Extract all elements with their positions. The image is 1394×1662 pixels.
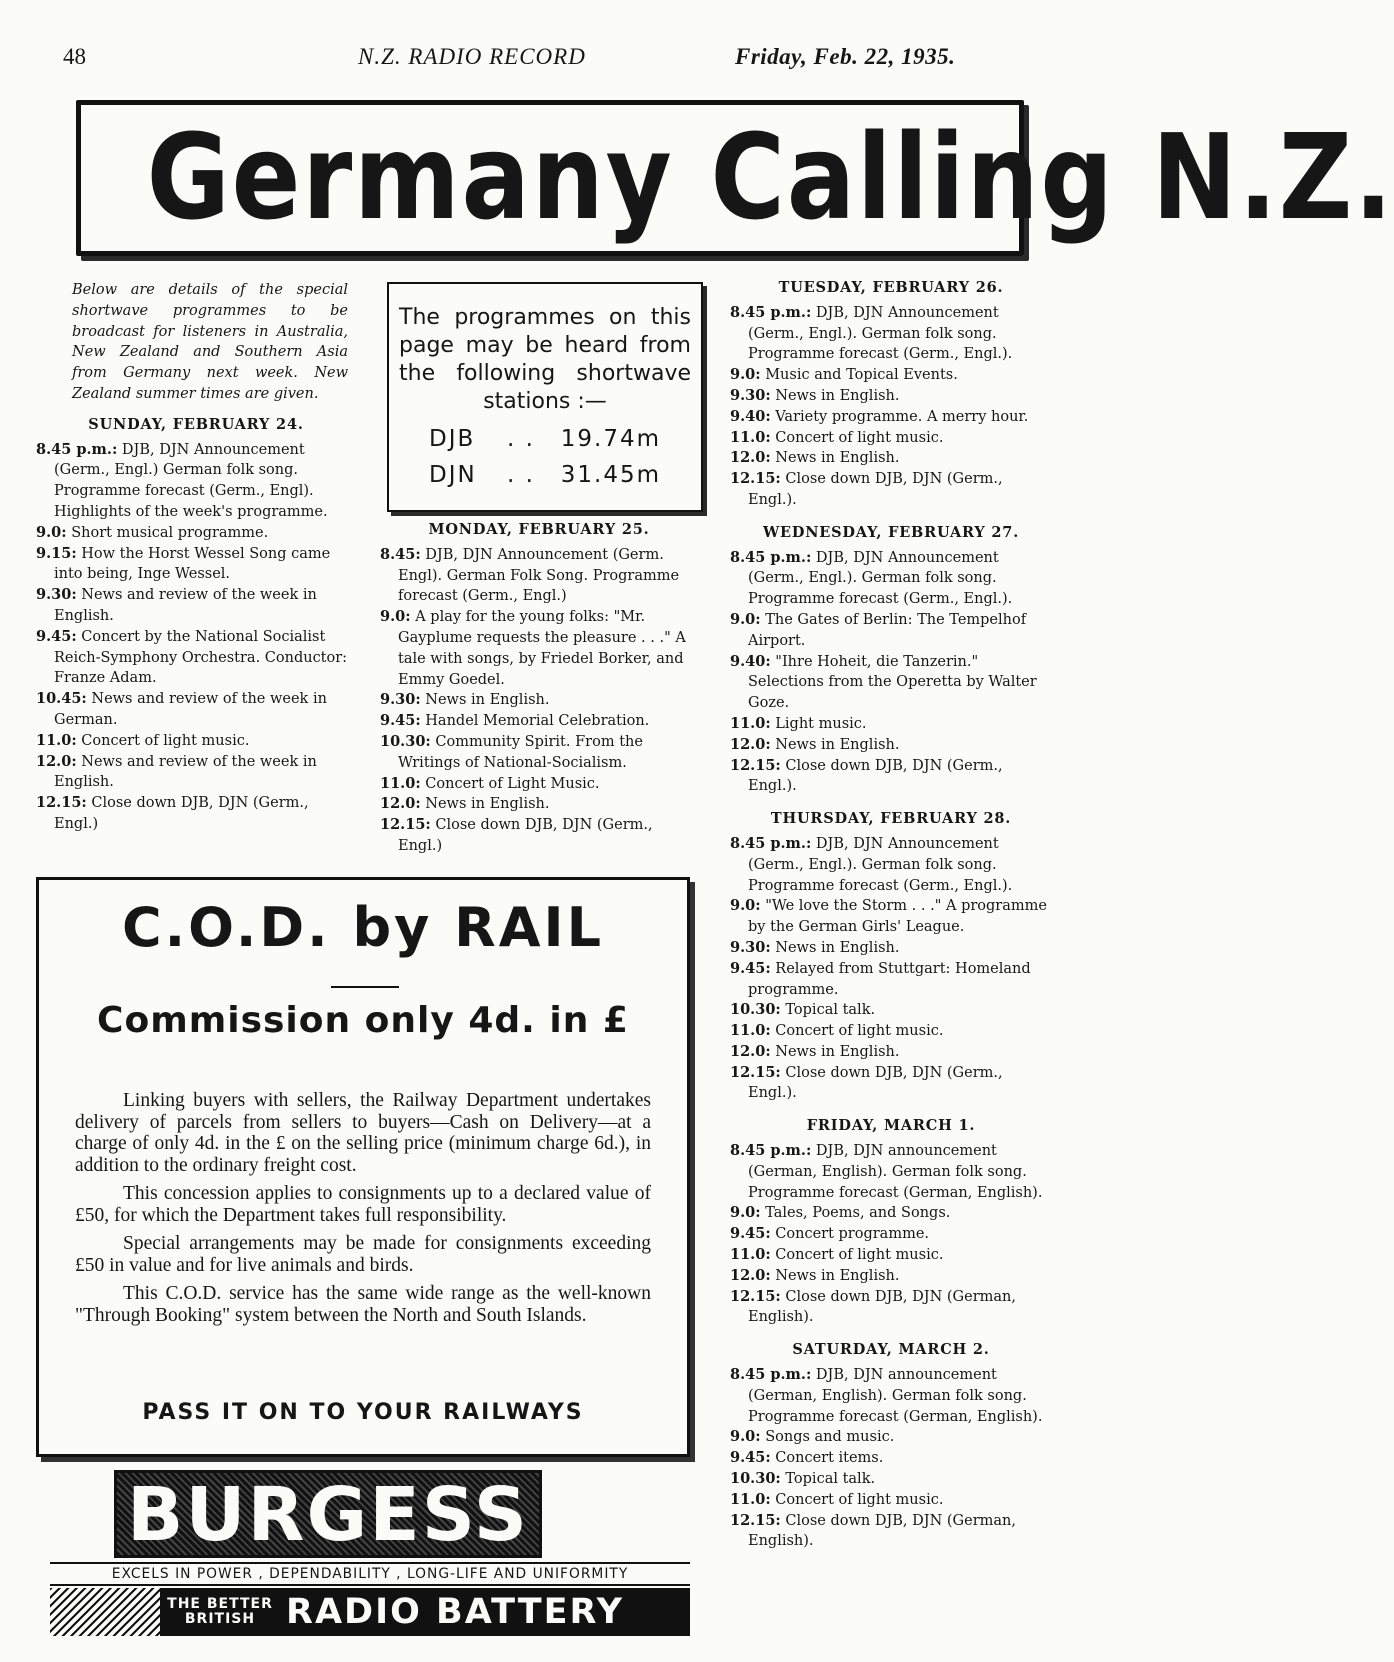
column-right bbox=[730, 278, 1052, 1564]
station-frequency: 31.45m bbox=[560, 462, 661, 488]
programme-item bbox=[36, 627, 356, 689]
programme-time: 9.0: bbox=[380, 608, 411, 626]
programme-text: Songs and music. bbox=[765, 1429, 895, 1446]
programme-time: 9.0: bbox=[730, 897, 761, 915]
programme-item bbox=[380, 794, 698, 815]
programme-text: Close down DJB, DJN (Germ., Engl.) bbox=[398, 817, 653, 854]
cod-body bbox=[75, 1090, 651, 1333]
programme-text: Topical talk. bbox=[785, 1471, 876, 1488]
programme-text: Light music. bbox=[775, 715, 867, 732]
programme-time: 12.15: bbox=[730, 756, 781, 774]
programme-text: Concert of light music. bbox=[775, 1491, 944, 1508]
station-dots: . . bbox=[507, 426, 535, 452]
programme-text: Close down DJB, DJN (Germ., Engl.). bbox=[748, 757, 1003, 795]
programme-text: "Ihre Hoheit, die Tanzerin." Selections from the Operetta by Walter Goze. bbox=[748, 653, 1037, 712]
programme-text: DJB, DJN Announcement (Germ., Engl.) German folk song. Programme forecast (Germ., Engl). Highlights of the week's programme. bbox=[54, 441, 328, 520]
burgess-small-text: THE BETTER BRITISH bbox=[167, 1596, 273, 1627]
programme-text: Concert of Light Music. bbox=[425, 775, 600, 792]
day-heading: THURSDAY, FEBRUARY 28. bbox=[770, 810, 1012, 828]
programme-time: 11.0: bbox=[730, 1246, 771, 1264]
programme-text: News and review of the week in German. bbox=[54, 691, 327, 728]
programme-time: 8.45: bbox=[380, 545, 421, 563]
programme-time: 9.30: bbox=[36, 586, 77, 604]
programme-time: 10.30: bbox=[730, 1001, 781, 1019]
programme-time: 12.0: bbox=[730, 735, 771, 753]
programme-time: 9.0: bbox=[730, 1204, 761, 1222]
stations-box bbox=[387, 282, 703, 512]
programme-time: 8.45 p.m.: bbox=[730, 834, 812, 852]
programme-text: News and review of the week in English. bbox=[54, 587, 317, 624]
headline-banner bbox=[76, 100, 1394, 256]
programme-item bbox=[730, 1511, 1052, 1553]
programme-text: News in English. bbox=[425, 692, 550, 709]
programme-item bbox=[36, 689, 356, 731]
programme-item bbox=[380, 815, 698, 857]
programme-time: 9.0: bbox=[730, 610, 761, 628]
programme-item bbox=[730, 735, 1052, 756]
programme-time: 9.30: bbox=[730, 386, 771, 404]
day-schedule bbox=[730, 1116, 1052, 1328]
programme-time: 9.45: bbox=[36, 627, 77, 645]
cod-advertisement bbox=[36, 877, 690, 1457]
cod-title: C.O.D. by RAIL bbox=[121, 896, 605, 959]
programme-text: News in English. bbox=[425, 796, 550, 813]
programme-time: 12.15: bbox=[380, 816, 431, 834]
burgess-tagline: EXCELS IN POWER , DEPENDABILITY , LONG-LIFE AND UNIFORMITY bbox=[50, 1562, 690, 1586]
programme-item bbox=[380, 607, 698, 690]
programme-text: Music and Topical Events. bbox=[765, 367, 958, 384]
day-schedule bbox=[380, 520, 698, 857]
programme-text: How the Horst Wessel Song came into being, Inge Wessel. bbox=[54, 545, 331, 583]
station-row bbox=[399, 462, 691, 488]
programme-item bbox=[730, 1448, 1052, 1469]
programme-text: Close down DJB, DJN (Germ., Engl.) bbox=[54, 795, 309, 832]
programme-time: 9.45: bbox=[380, 712, 421, 730]
programme-item bbox=[730, 1266, 1052, 1287]
programme-time: 11.0: bbox=[730, 714, 771, 732]
day-schedule bbox=[730, 1340, 1052, 1552]
stations-intro: The programmes on this page may be heard from the following shortwave stations :— bbox=[399, 305, 691, 414]
programme-time: 12.15: bbox=[730, 1287, 781, 1305]
station-dots: . . bbox=[507, 462, 535, 488]
programme-time: 12.0: bbox=[730, 449, 771, 467]
cod-divider bbox=[331, 986, 399, 988]
burgess-logo: BURGESS bbox=[114, 1470, 542, 1558]
programme-item bbox=[730, 1063, 1052, 1105]
issue-date: Friday, Feb. 22, 1935. bbox=[735, 44, 956, 69]
column-middle bbox=[380, 520, 698, 869]
programme-item bbox=[730, 469, 1052, 511]
programme-time: 11.0: bbox=[380, 774, 421, 792]
day-heading: SUNDAY, FEBRUARY 24. bbox=[88, 415, 304, 433]
programme-time: 12.0: bbox=[730, 1266, 771, 1284]
programme-item bbox=[730, 386, 1052, 407]
programme-item bbox=[730, 1224, 1052, 1245]
programme-time: 11.0: bbox=[730, 428, 771, 446]
programme-item bbox=[730, 548, 1052, 610]
programme-text: Topical talk. bbox=[785, 1002, 876, 1019]
programme-time: 12.15: bbox=[730, 1063, 781, 1081]
programme-text: Close down DJB, DJN (German, English). bbox=[748, 1288, 1016, 1326]
programme-text: News in English. bbox=[775, 450, 900, 467]
day-schedule bbox=[730, 278, 1052, 511]
programme-item bbox=[730, 1427, 1052, 1448]
programme-text: Relayed from Stuttgart: Homeland programme. bbox=[748, 960, 1031, 998]
station-frequency: 19.74m bbox=[560, 426, 661, 452]
programme-item bbox=[36, 585, 356, 627]
programme-text: Concert of light music. bbox=[775, 429, 944, 446]
programme-item bbox=[730, 938, 1052, 959]
cod-paragraph: Linking buyers with sellers, the Railway Department undertakes delivery of parcels from sellers to buyers—Cash on Delivery—at a charge of only 4d. in the £ on the selling price (minimum charge 6d.), in addition to the ordinary freight cost. bbox=[75, 1090, 651, 1176]
programme-item bbox=[730, 1365, 1052, 1427]
day-schedule bbox=[730, 523, 1052, 797]
programme-text: Variety programme. A merry hour. bbox=[775, 408, 1029, 425]
page-number: 48 bbox=[63, 44, 86, 69]
programme-item bbox=[730, 652, 1052, 714]
programme-text: DJB, DJN announcement (German, English). German folk song. Programme forecast (German, English). bbox=[748, 1367, 1043, 1425]
programme-item bbox=[380, 711, 698, 732]
day-heading: SATURDAY, MARCH 2. bbox=[792, 1341, 990, 1359]
programme-time: 8.45 p.m.: bbox=[730, 303, 812, 321]
programme-time: 12.0: bbox=[730, 1042, 771, 1060]
programme-item bbox=[730, 896, 1052, 938]
programme-time: 9.40: bbox=[730, 652, 771, 670]
programme-text: DJB, DJN Announcement (Germ., Engl.). German folk song. Programme forecast (Germ., Engl.). bbox=[748, 835, 1013, 894]
programme-time: 10.30: bbox=[730, 1470, 781, 1488]
programme-item bbox=[730, 448, 1052, 469]
programme-time: 9.45: bbox=[730, 1225, 771, 1243]
programme-text: News in English. bbox=[775, 736, 900, 753]
cod-paragraph: Special arrangements may be made for consignments exceeding £50 in value and for live animals and birds. bbox=[75, 1233, 651, 1276]
programme-item bbox=[380, 545, 698, 607]
programme-item bbox=[730, 407, 1052, 428]
day-heading: FRIDAY, MARCH 1. bbox=[806, 1117, 976, 1135]
programme-time: 12.0: bbox=[380, 795, 421, 813]
programme-time: 9.45: bbox=[730, 959, 771, 977]
programme-time: 11.0: bbox=[730, 1022, 771, 1040]
programme-text: Concert programme. bbox=[775, 1226, 930, 1243]
programme-text: The Gates of Berlin: The Tempelhof Airport. bbox=[748, 611, 1027, 649]
day-schedule bbox=[730, 809, 1052, 1104]
cod-subtitle: Commission only 4d. in £ bbox=[97, 1000, 629, 1041]
programme-time: 10.45: bbox=[36, 690, 87, 708]
day-heading: WEDNESDAY, FEBRUARY 27. bbox=[762, 523, 1020, 541]
programme-text: A play for the young folks: "Mr. Gayplume requests the pleasure . . ." A tale with songs, by Friedel Borker, and Emmy Goedel. bbox=[398, 609, 686, 688]
programme-text: News and review of the week in English. bbox=[54, 753, 317, 791]
programme-text: "We love the Storm . . ." A programme by the German Girls' League. bbox=[748, 898, 1047, 936]
cod-paragraph: This C.O.D. service has the same wide range as the well-known "Through Booking" system between the North and South Islands. bbox=[75, 1283, 651, 1326]
programme-text: Concert of light music. bbox=[81, 732, 250, 749]
programme-time: 10.30: bbox=[380, 732, 431, 750]
programme-item bbox=[730, 959, 1052, 1001]
programme-item bbox=[380, 690, 698, 711]
programme-item bbox=[36, 793, 356, 835]
programme-time: 9.30: bbox=[380, 691, 421, 709]
programme-text: News in English. bbox=[775, 387, 900, 404]
programme-item bbox=[380, 774, 698, 795]
programme-time: 8.45 p.m.: bbox=[36, 440, 118, 458]
cod-paragraph: This concession applies to consignments up to a declared value of £50, for which the Department takes full responsibility. bbox=[75, 1183, 651, 1226]
programme-item bbox=[730, 1141, 1052, 1203]
programme-text: Concert items. bbox=[775, 1450, 884, 1467]
headline-title: Germany Calling N.Z. bbox=[146, 108, 1394, 246]
programme-text: Concert by the National Socialist Reich-Symphony Orchestra. Conductor: Franze Adam. bbox=[54, 628, 348, 687]
programme-time: 9.30: bbox=[730, 938, 771, 956]
station-name: DJN bbox=[429, 462, 477, 488]
programme-item bbox=[730, 1245, 1052, 1266]
programme-item bbox=[380, 732, 698, 774]
cod-footer: PASS IT ON TO YOUR RAILWAYS bbox=[142, 1400, 584, 1425]
programme-time: 11.0: bbox=[730, 1490, 771, 1508]
programme-time: 8.45 p.m.: bbox=[730, 1142, 812, 1160]
burgess-hatching bbox=[50, 1588, 160, 1636]
programme-time: 8.45 p.m.: bbox=[730, 548, 812, 566]
programme-item bbox=[730, 365, 1052, 386]
intro-paragraph: Below are details of the special shortwave programmes to be broadcast for listeners in Australia, New Zealand and Southern Asia from Germany next week. New Zealand summer times are given. bbox=[72, 282, 348, 402]
programme-text: Close down DJB, DJN (Germ., Engl.). bbox=[748, 471, 1003, 508]
programme-item bbox=[36, 752, 356, 794]
programme-time: 12.15: bbox=[730, 470, 781, 488]
programme-time: 9.40: bbox=[730, 407, 771, 425]
programme-item bbox=[730, 610, 1052, 652]
day-schedule bbox=[36, 415, 356, 835]
programme-text: Community Spirit. From the Writings of National-Socialism. bbox=[398, 733, 643, 771]
programme-item bbox=[730, 1469, 1052, 1490]
programme-time: 9.0: bbox=[730, 366, 761, 384]
programme-item bbox=[36, 440, 356, 523]
publication-title: N.Z. RADIO RECORD bbox=[358, 44, 586, 69]
column-left bbox=[36, 280, 356, 847]
programme-text: DJB, DJN Announcement (Germ. Engl). German Folk Song. Programme forecast (Germ., Engl.) bbox=[398, 546, 680, 605]
programme-time: 8.45 p.m.: bbox=[730, 1366, 812, 1384]
station-row bbox=[399, 426, 691, 452]
programme-text: Tales, Poems, and Songs. bbox=[765, 1205, 951, 1222]
day-heading: TUESDAY, FEBRUARY 26. bbox=[778, 279, 1004, 296]
programme-text: Concert of light music. bbox=[775, 1023, 944, 1040]
programme-item bbox=[730, 1021, 1052, 1042]
programme-item bbox=[730, 756, 1052, 798]
programme-time: 9.45: bbox=[730, 1449, 771, 1467]
programme-item bbox=[730, 1203, 1052, 1224]
programme-item bbox=[730, 1000, 1052, 1021]
programme-text: DJB, DJN Announcement (Germ., Engl.). German folk song. Programme forecast (Germ., Engl.). bbox=[748, 549, 1013, 608]
programme-time: 11.0: bbox=[36, 731, 77, 749]
burgess-advertisement bbox=[50, 1470, 690, 1640]
burgess-big-text: RADIO BATTERY bbox=[286, 1592, 624, 1632]
programme-text: News in English. bbox=[775, 1043, 900, 1060]
programme-text: News in English. bbox=[775, 939, 900, 956]
programme-text: Close down DJB, DJN (German, English). bbox=[748, 1512, 1016, 1550]
programme-item bbox=[730, 1287, 1052, 1329]
programme-text: Handel Memorial Celebration. bbox=[425, 713, 650, 730]
station-name: DJB bbox=[429, 426, 476, 452]
programme-time: 9.0: bbox=[36, 523, 67, 541]
programme-item bbox=[730, 428, 1052, 449]
programme-item bbox=[730, 303, 1052, 365]
programme-text: DJB, DJN Announcement (Germ., Engl.). German folk song. Programme forecast (Germ., Engl.). bbox=[748, 304, 1013, 363]
programme-item bbox=[36, 731, 356, 752]
programme-time: 12.0: bbox=[36, 752, 77, 770]
programme-time: 9.0: bbox=[730, 1428, 761, 1446]
programme-text: Short musical programme. bbox=[71, 524, 269, 541]
programme-time: 12.15: bbox=[36, 794, 87, 812]
burgess-bar bbox=[160, 1588, 690, 1636]
programme-item bbox=[730, 714, 1052, 735]
day-heading: MONDAY, FEBRUARY 25. bbox=[428, 521, 650, 538]
programme-item bbox=[36, 544, 356, 586]
programme-item bbox=[730, 1490, 1052, 1511]
programme-time: 12.15: bbox=[730, 1511, 781, 1529]
programme-time: 9.15: bbox=[36, 544, 77, 562]
programme-item bbox=[36, 523, 356, 544]
programme-item bbox=[730, 834, 1052, 896]
programme-text: DJB, DJN announcement (German, English). German folk song. Programme forecast (German, English). bbox=[748, 1143, 1043, 1201]
programme-item bbox=[730, 1042, 1052, 1063]
programme-text: Close down DJB, DJN (Germ., Engl.). bbox=[748, 1064, 1003, 1102]
programme-text: News in English. bbox=[775, 1267, 900, 1284]
programme-text: Concert of light music. bbox=[775, 1247, 944, 1264]
